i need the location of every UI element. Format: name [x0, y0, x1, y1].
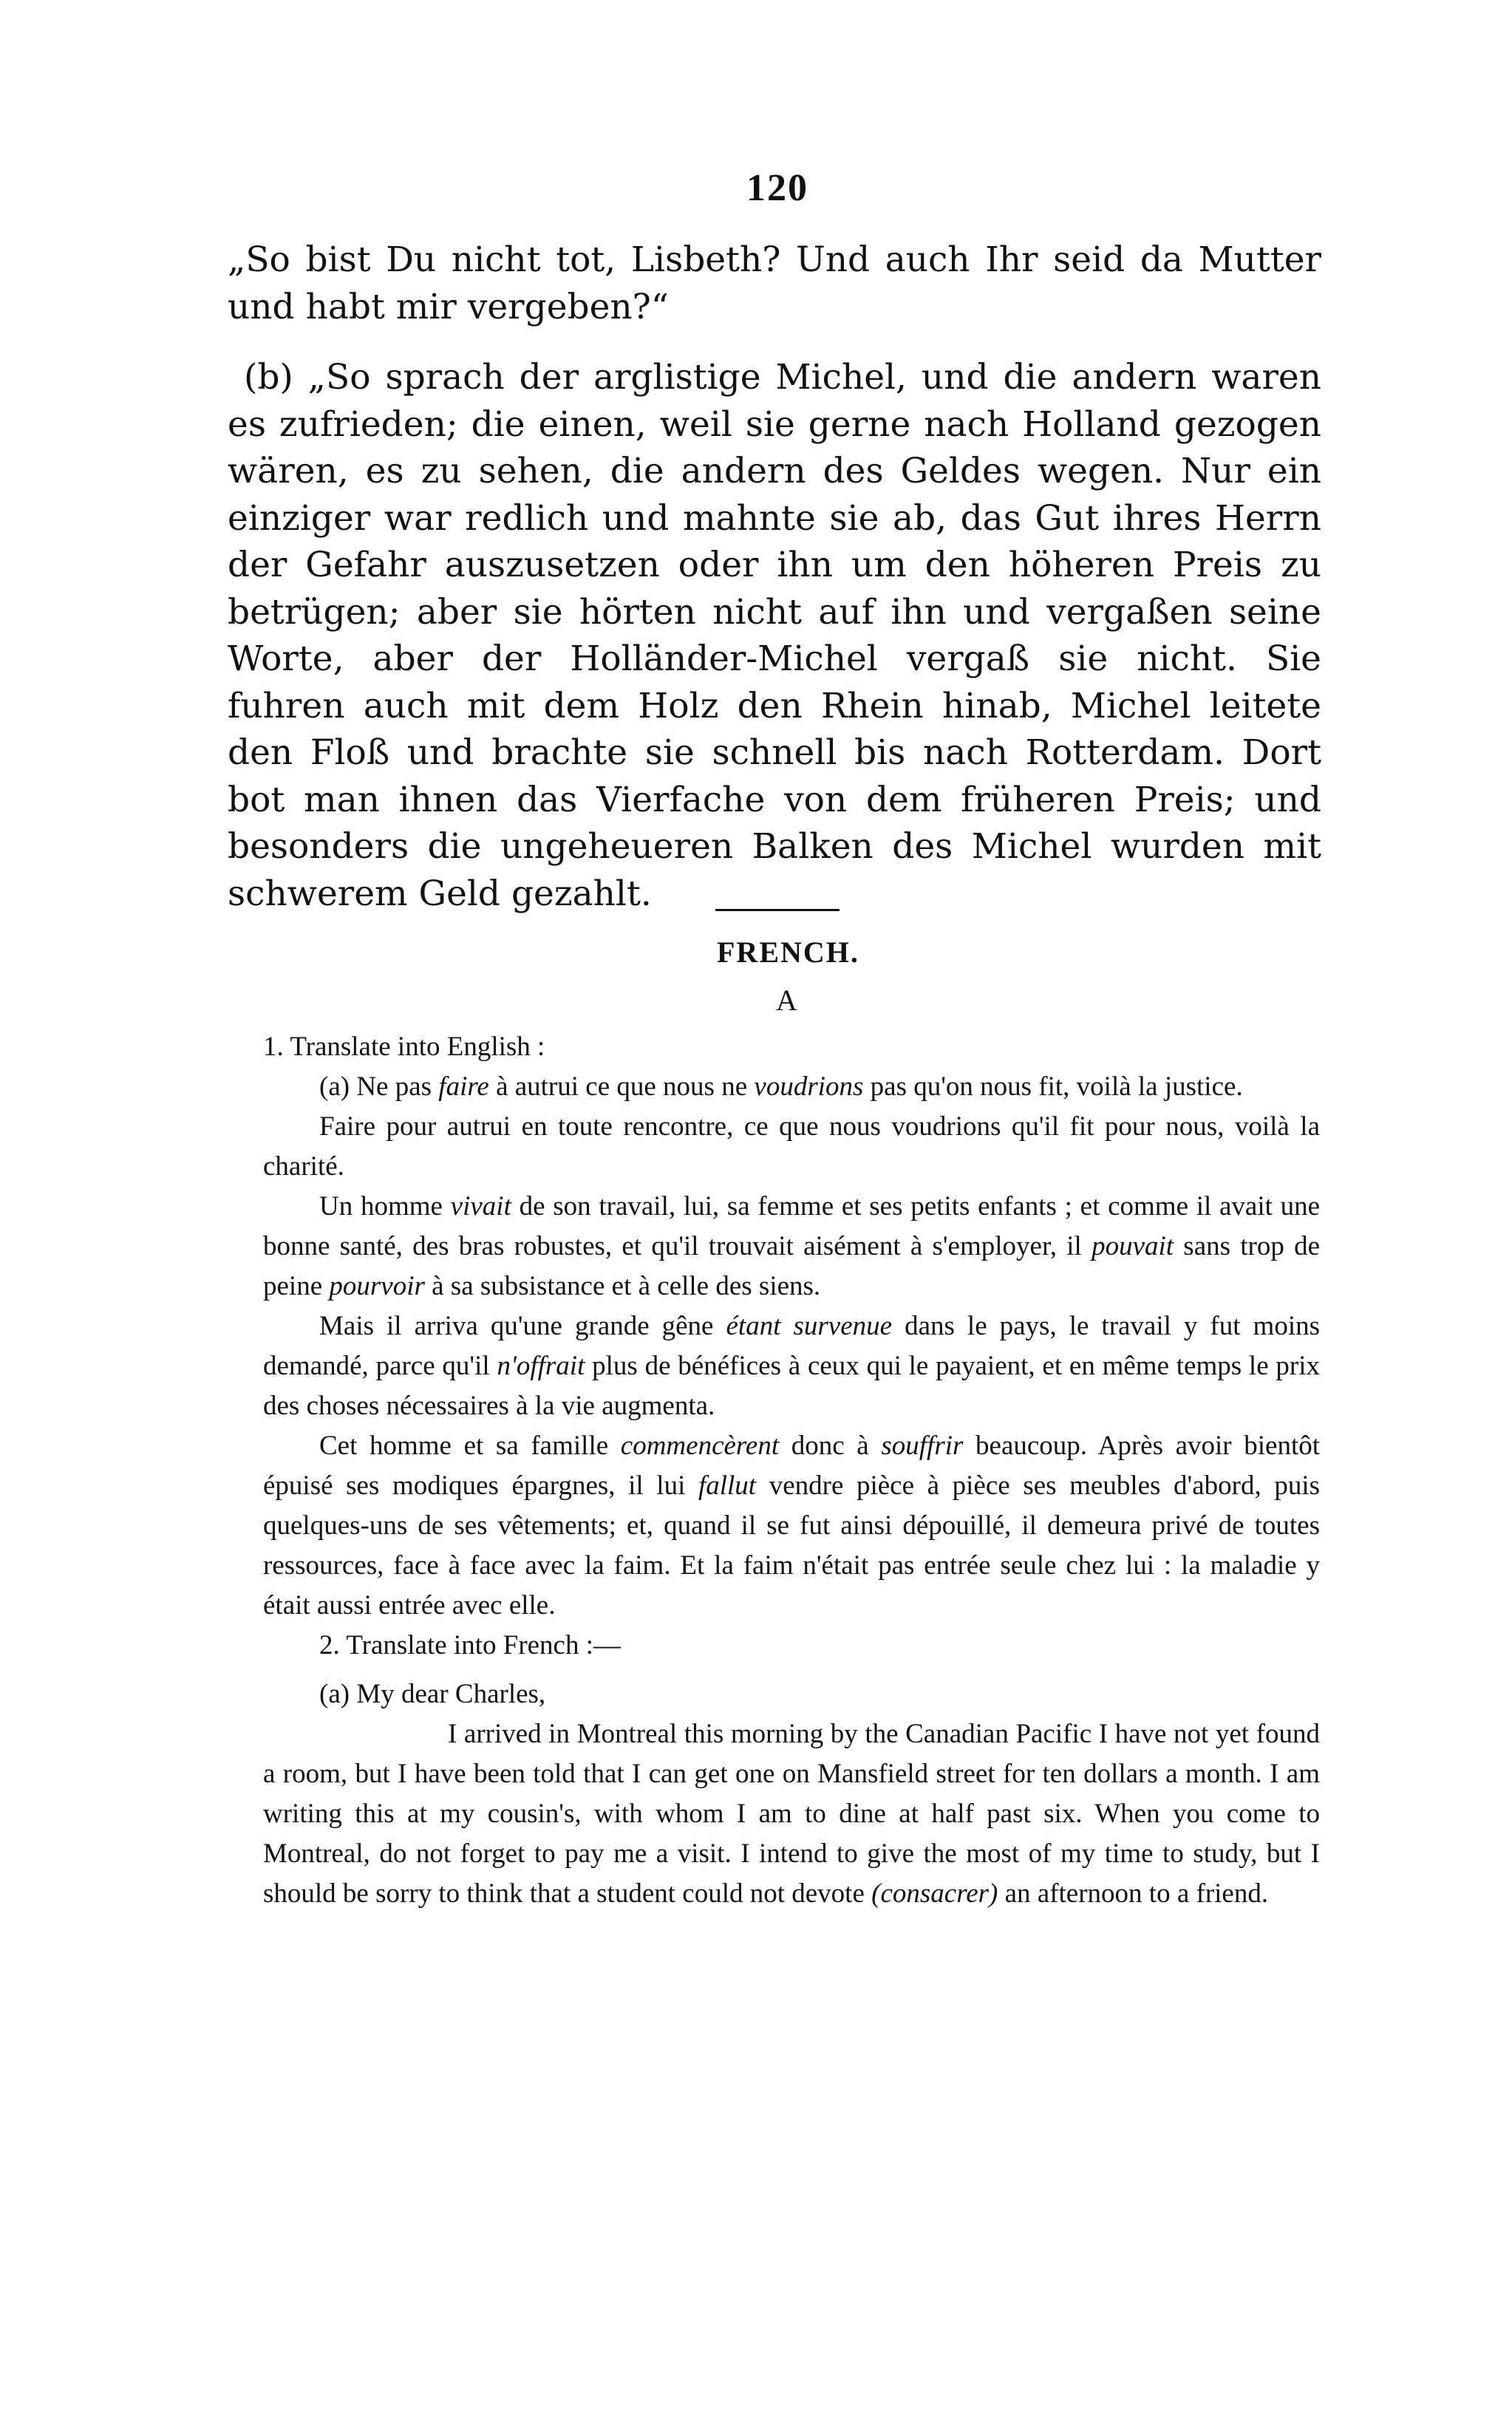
text-run: Un homme	[319, 1191, 443, 1221]
italic-run: voudrions	[754, 1071, 864, 1102]
item-label: (a)	[319, 1679, 350, 1709]
question-1-a	[263, 1067, 1320, 1107]
german-passage	[228, 236, 1321, 917]
text-run: de son travail, lui, sa femme et ses petits enfants ; et comme il avait une bonne santé, des bras robustes, et qu'il trouvait aisément à s'employer, il	[263, 1191, 1321, 1261]
italic-run: commencèrent	[620, 1431, 780, 1461]
italic-run: fallut	[698, 1471, 757, 1501]
letter-salutation	[263, 1674, 1320, 1714]
text-run: à sa subsistance et à celle des siens.	[432, 1271, 821, 1301]
text-run: dans le pays, le travail y fut moins demandé, parce qu'il	[263, 1311, 1321, 1381]
italic-run: faire	[438, 1071, 489, 1102]
italic-run: étant survenue	[726, 1311, 893, 1341]
text-run: donc à	[791, 1431, 869, 1461]
german-paragraph-1: „So bist Du nicht tot, Lisbeth? Und auch Ihr seid da Mutter und habt mir vergeben?“	[228, 239, 1321, 327]
page-number: 120	[746, 167, 808, 209]
text-run: vendre pièce à pièce ses meubles d'abord, puis quelques-uns de ses vêtements; et, quand il se fut ainsi dépouillé, il demeura privé de toutes ressources, face à face avec la faim. Et la faim n'était pas entrée seule chez lui : la maladie y était aussi entrée avec elle.	[263, 1471, 1321, 1621]
french-paragraph-travail	[263, 1187, 1320, 1306]
italic-run: pouvait	[1092, 1231, 1174, 1261]
german-paragraph-2: (b) „So sprach der arglistige Michel, und die andern waren es zufrieden; die einen, weil sie gerne nach Holland gezogen wären, es zu sehen, die andern des Geldes wegen. Nur ein einziger war redlich und mahnte sie ab, das Gut ihres Herrn der Gefahr auszusetzen oder ihn um den höheren Preis zu betrügen; aber sie hörten nicht auf ihn und vergaßen seine Worte, aber der Holländer-Michel vergaß sie nicht. Sie fuhren auch mit dem Holz den Rhein hinab, Michel leitete den Floß und brachte sie schnell bis nach Rotterdam. Dort bot man ihnen das Vierfache von dem früheren Preis; und besonders die ungeheueren Balken des Michel wurden mit schwerem Geld gezahlt.	[228, 357, 1321, 914]
italic-run: (consacrer)	[871, 1878, 998, 1909]
french-paragraph-charite: Faire pour autrui en toute rencontre, ce que nous voudrions qu'il fit pour nous, voilà la charité.	[263, 1111, 1320, 1182]
question-1-instruction: 1. Translate into English :	[263, 1032, 545, 1062]
text-run: pas qu'on nous fit, voilà la justice.	[870, 1071, 1243, 1102]
letter-body	[263, 1714, 1320, 1914]
text-run: Ne pas	[356, 1071, 432, 1102]
section-divider	[715, 909, 840, 911]
question-2-instruction: 2. Translate into French :—	[319, 1630, 622, 1660]
salutation-text: My dear Charles,	[356, 1679, 546, 1709]
text-run: plus de bénéfices à ceux qui le payaient, et en même temps le prix des choses nécessaires à la vie augmenta.	[263, 1351, 1320, 1421]
french-section	[263, 1027, 1320, 1914]
section-letter: A	[776, 984, 797, 1017]
french-paragraph-gene	[263, 1306, 1320, 1426]
item-label: (a)	[319, 1071, 350, 1102]
text-run: sans trop de peine	[263, 1231, 1321, 1301]
italic-run: souffrir	[881, 1431, 964, 1461]
text-run: Cet homme et sa famille	[319, 1431, 609, 1461]
text-run: I arrived in Montreal this morning by the Canadian Pacific I have not yet found a room, but I have been told that I can get one on Mansfield street for ten dollars a month. I am writing this at my cousin's, with whom I am to dine at half past six. When you come to Montreal, do not forget to pay me a visit. I intend to give the most of my time to study, but I should be sorry to think that a student could not devote	[263, 1719, 1320, 1909]
text-run: an afternoon to a friend.	[1004, 1878, 1269, 1909]
french-heading: FRENCH.	[717, 936, 859, 969]
text-run: à autrui ce que nous ne	[496, 1071, 748, 1102]
italic-run: vivait	[450, 1191, 511, 1221]
french-paragraph-famille	[263, 1426, 1320, 1626]
text-run: Mais il arriva qu'une grande gêne	[319, 1311, 714, 1341]
text-run: beaucoup. Après avoir bientôt épuisé ses modiques épargnes, il lui	[263, 1431, 1321, 1501]
italic-run: pourvoir	[329, 1271, 425, 1301]
italic-run: n'offrait	[497, 1351, 585, 1381]
